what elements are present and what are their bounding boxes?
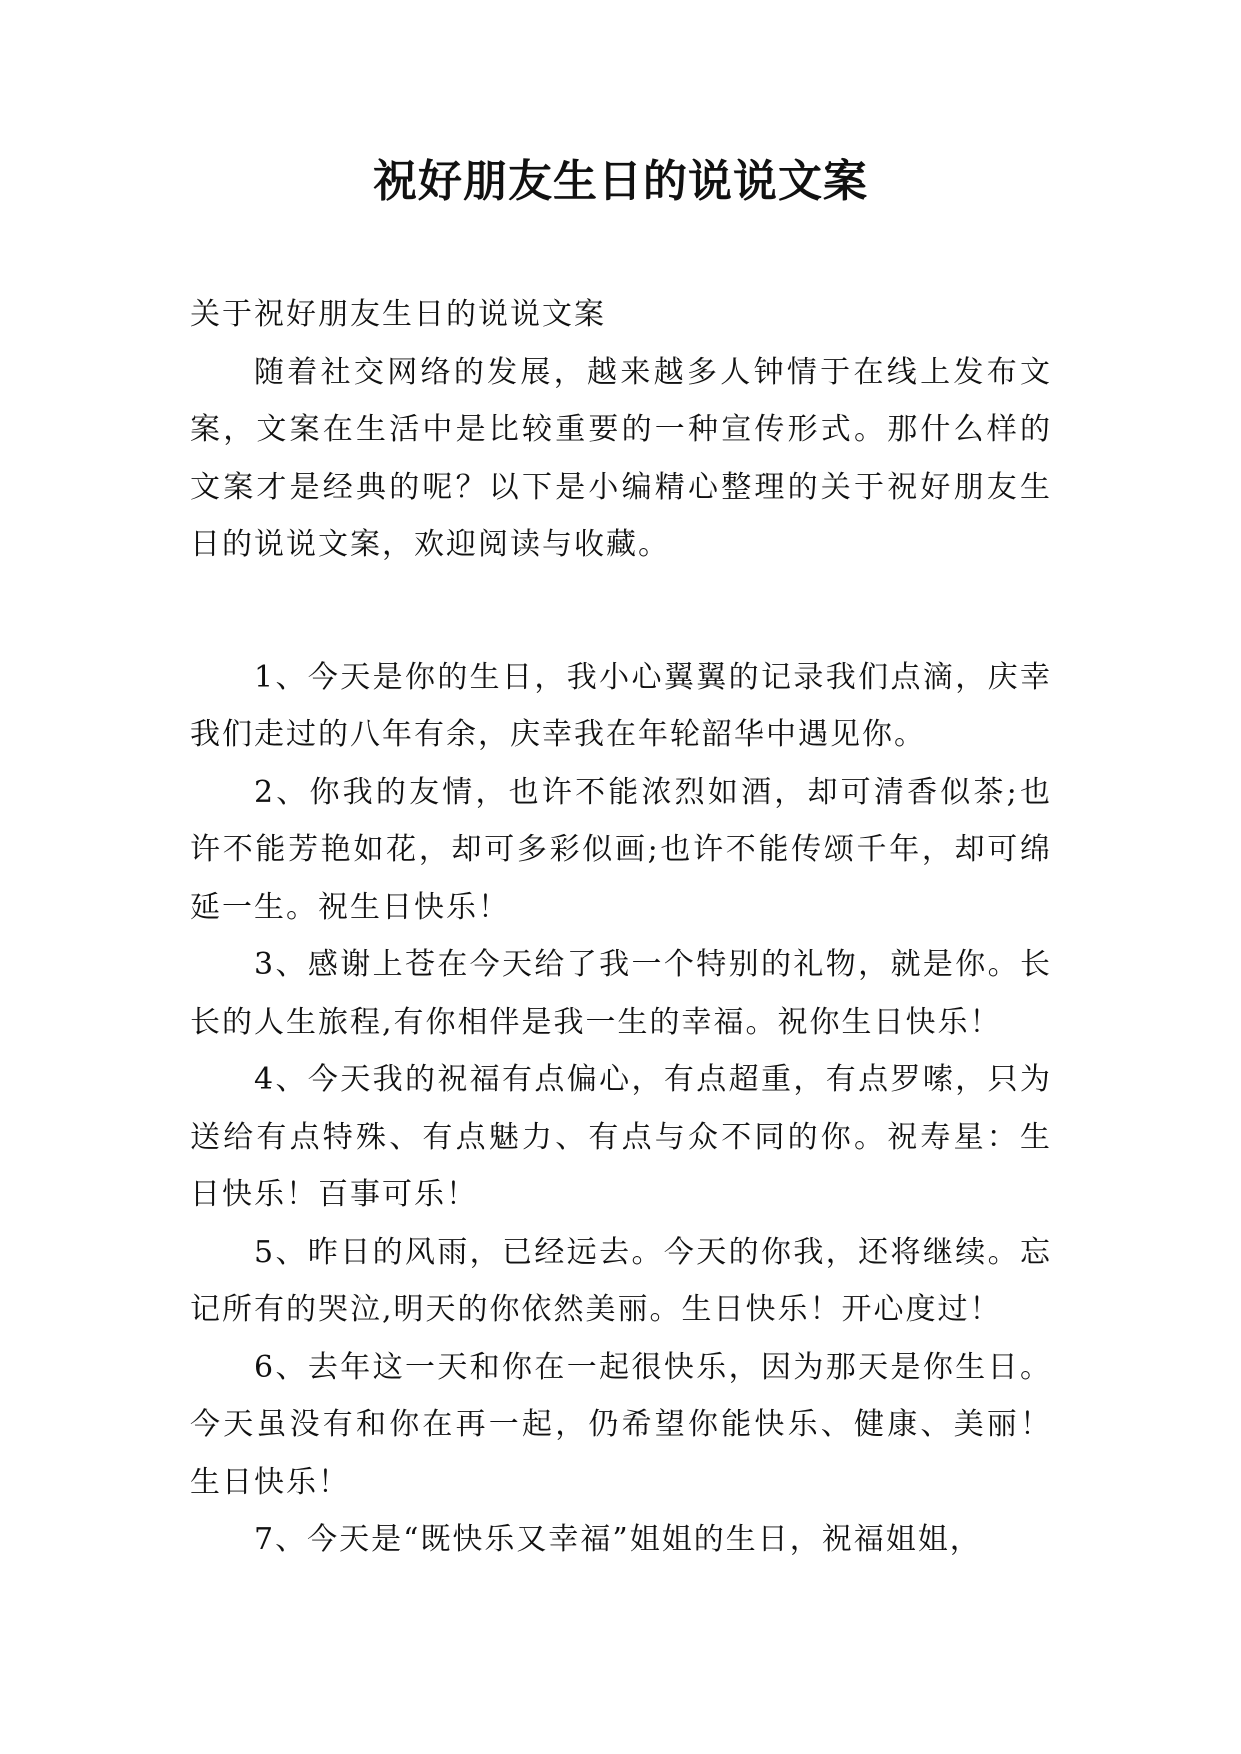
list-item: 7、今天是“既快乐又幸福”姐姐的生日，祝福姐姐，: [254, 1522, 982, 1557]
list-item: 5、昨日的风雨，已经远去。今天的你我，还将继续。忘记所有的哭泣,明天的你依然美丽。生日快乐！开心度过！: [190, 1234, 1052, 1327]
list-item: 4、今天我的祝福有点偏心，有点超重，有点罗嗦，只为送给有点特殊、有点魅力、有点与众不同的你。祝寿星：生日快乐！百事可乐！: [190, 1062, 1052, 1212]
intro-paragraph: 随着社交网络的发展，越来越多人钟情于在线上发布文案，文案在生活中是比较重要的一种宣传形式。那什么样的文案才是经典的呢？以下是小编精心整理的关于祝好朋友生日的说说文案，欢迎阅读与收藏。: [190, 354, 1052, 562]
paragraph-spacer: [190, 574, 1052, 649]
list-item: 6、去年这一天和你在一起很快乐，因为那天是你生日。今天虽没有和你在再一起，仍希望你能快乐、健康、美丽！生日快乐！: [190, 1349, 1052, 1500]
document-body: [190, 286, 1052, 1569]
document-title: 祝好朋友生日的说说文案: [373, 156, 868, 207]
list-item: 2、你我的友情，也许不能浓烈如酒，却可清香似茶;也许不能芳艳如花，却可多彩似画;也许不能传颂千年，却可绵延一生。祝生日快乐！: [190, 774, 1052, 925]
document-subtitle: 关于祝好朋友生日的说说文案: [190, 297, 606, 332]
list-item: 1、今天是你的生日，我小心翼翼的记录我们点滴，庆幸我们走过的八年有余，庆幸我在年轮韶华中遇见你。: [190, 659, 1052, 752]
list-item: 3、感谢上苍在今天给了我一个特别的礼物，就是你。长长的人生旅程,有你相伴是我一生的幸福。祝你生日快乐！: [190, 947, 1052, 1040]
